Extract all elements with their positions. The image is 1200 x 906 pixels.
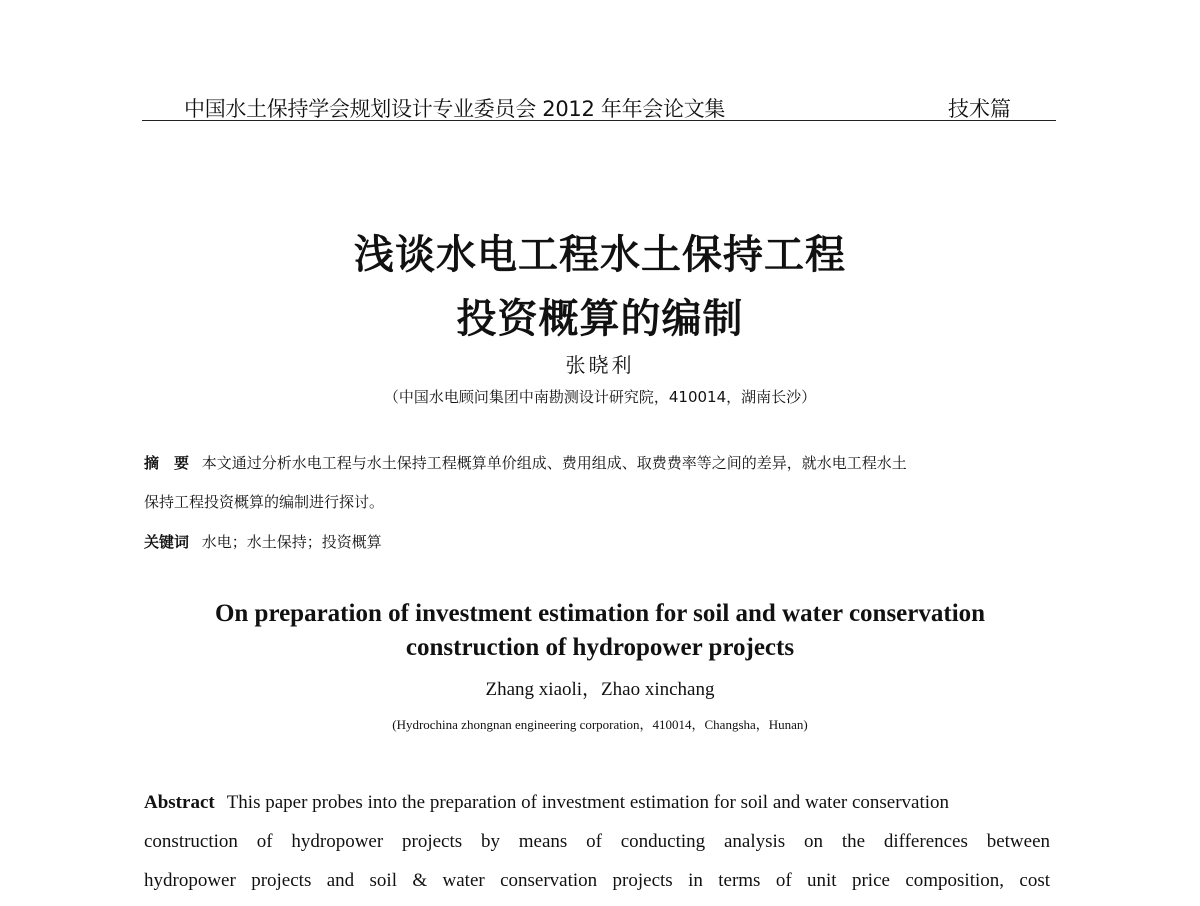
abstract-en-line-1 xyxy=(144,792,1050,814)
running-header-section: 技术篇 xyxy=(948,97,1011,121)
title-cn-line-1: 浅谈水电工程水土保持工程 xyxy=(354,232,846,278)
author-cn: 张晓利 xyxy=(565,353,635,377)
abstract-en-line-2: construction of hydropower projects by means of conducting analysis on the differences between xyxy=(144,831,1050,852)
abstract-cn-label: 摘 要 xyxy=(144,454,190,472)
abstract-en-label: Abstract xyxy=(144,792,215,813)
affiliation-cn: （中国水电顾问集团中南勘测设计研究院，410014，湖南长沙） xyxy=(383,388,817,406)
keywords-cn-label: 关键词 xyxy=(144,533,190,551)
header-rule xyxy=(142,120,1056,121)
title-en-line-2: construction of hydropower projects xyxy=(405,634,795,661)
abstract-en-line-3: hydropower projects and soil & water conservation projects in terms of unit price composition, cost xyxy=(144,870,1050,891)
title-en-line-1: On preparation of investment estimation for soil and water conservation xyxy=(214,600,986,627)
abstract-en-text-1: This paper probes into the preparation of investment estimation for soil and water conservation xyxy=(226,792,950,813)
keywords-cn-text: 水电；水土保持；投资概算 xyxy=(201,533,382,551)
abstract-cn-line-2: 保持工程投资概算的编制进行探讨。 xyxy=(144,493,385,511)
abstract-cn-text-1: 本文通过分析水电工程与水土保持工程概算单价组成、费用组成、取费费率等之间的差异，就水电工程水土 xyxy=(201,454,907,472)
affiliation-en: (Hydrochina zhongnan engineering corporation，410014，Changsha，Hunan) xyxy=(392,717,808,732)
keywords-cn xyxy=(144,531,382,552)
running-header-proceedings: 中国水土保持学会规划设计专业委员会 2012 年年会论文集 xyxy=(184,97,726,121)
abstract-cn-line-1 xyxy=(144,452,907,473)
title-cn-line-2: 投资概算的编制 xyxy=(456,296,744,342)
authors-en: Zhang xiaoli，Zhao xinchang xyxy=(485,679,715,700)
